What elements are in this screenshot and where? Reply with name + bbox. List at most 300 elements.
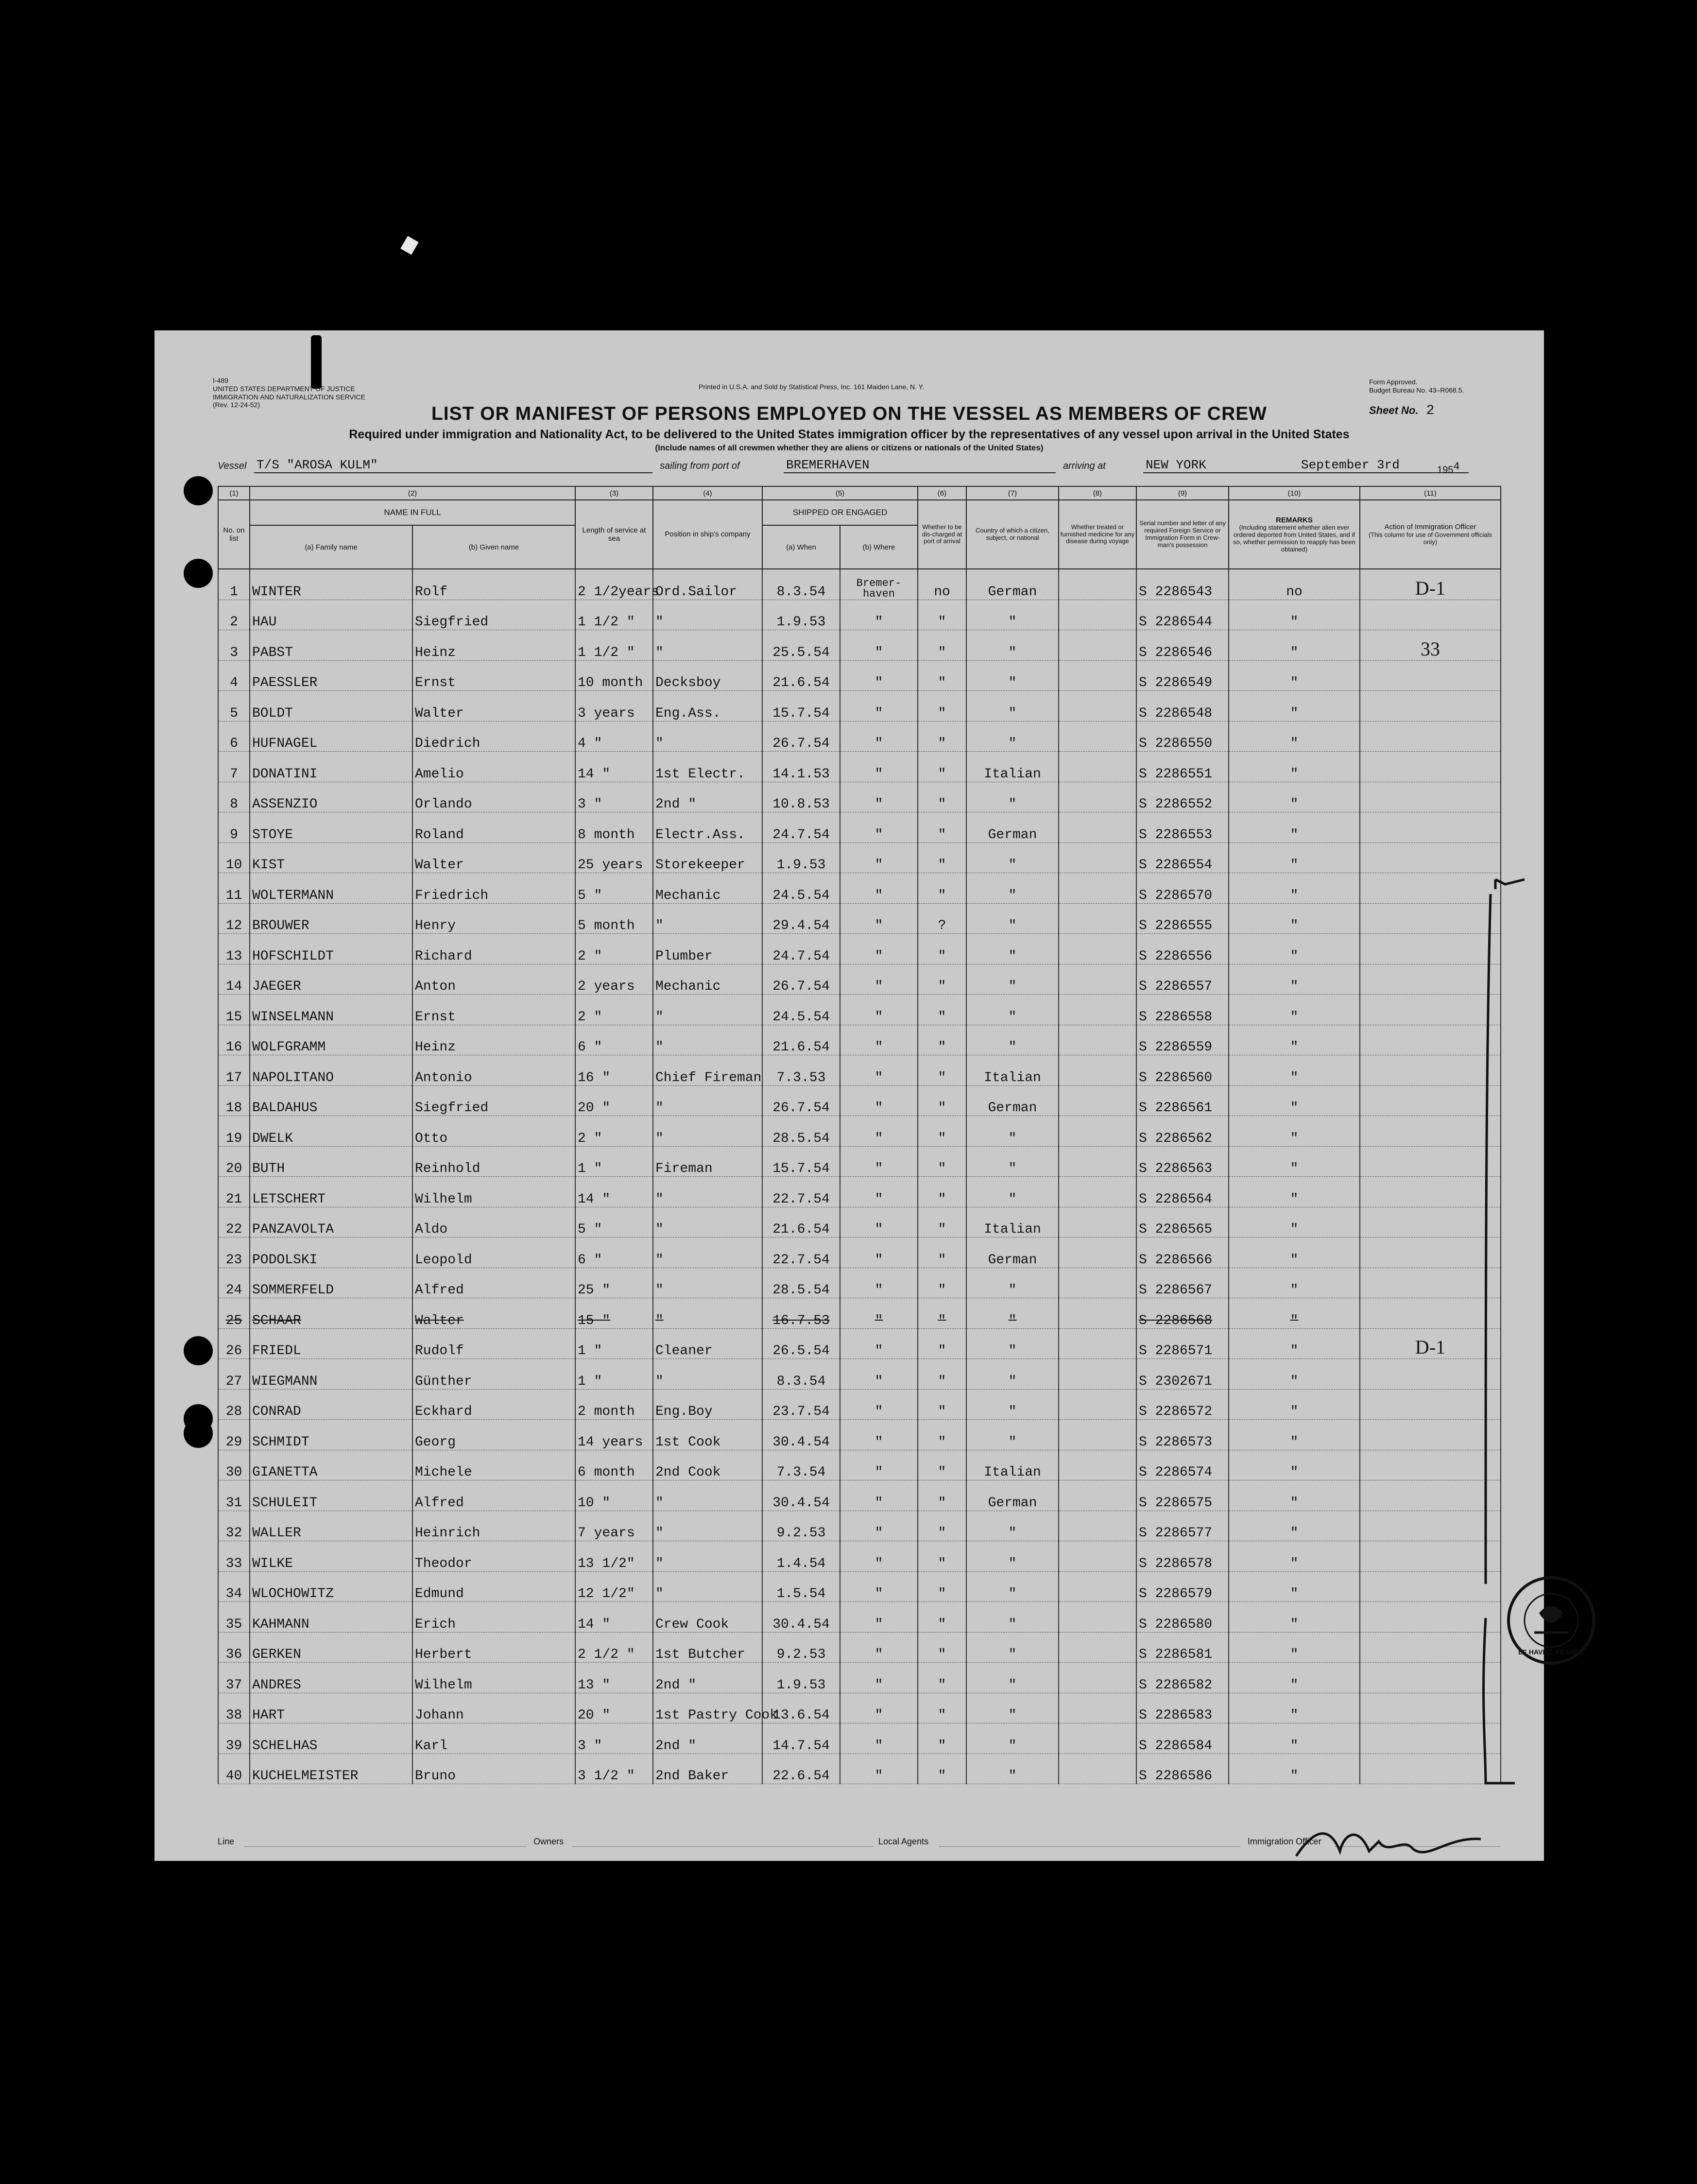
row-number: 40: [218, 1754, 250, 1784]
discharged: ": [918, 1298, 966, 1329]
row-number: 35: [218, 1602, 250, 1633]
dept-line1: UNITED STATES DEPARTMENT OF JUSTICE: [213, 384, 355, 393]
length-of-service: 14 ": [575, 1602, 653, 1633]
col-num-9: (9): [1136, 486, 1229, 500]
immigration-officer-label: Immigration Officer: [1248, 1837, 1321, 1846]
given-name: Heinz: [412, 1025, 575, 1055]
departure-port: BREMERHAVEN: [786, 458, 870, 472]
family-name: NAPOLITANO: [250, 1055, 412, 1086]
serial-number: S 2286559: [1136, 1025, 1229, 1055]
country: Italian: [966, 752, 1059, 782]
given-name: Amelio: [412, 752, 575, 782]
serial-number: S 2286561: [1136, 1085, 1229, 1116]
crew-row: [218, 1025, 1501, 1055]
given-name: Antonio: [412, 1055, 575, 1086]
row-number: 7: [218, 752, 250, 782]
row-number: 23: [218, 1238, 250, 1268]
shipped-where: ": [840, 1177, 918, 1207]
serial-number: S 2286584: [1136, 1723, 1229, 1754]
manifest-sheet: [154, 330, 1584, 1861]
length-of-service: 10 month: [575, 660, 653, 691]
medicine: [1059, 691, 1136, 722]
serial-number: S 2286570: [1136, 873, 1229, 904]
voyage-line: [154, 456, 1544, 475]
family-name: SCHMIDT: [250, 1420, 412, 1450]
family-name: CONRAD: [250, 1389, 412, 1420]
family-name: PODOLSKI: [250, 1238, 412, 1268]
shipped-when: 21.6.54: [762, 1207, 840, 1238]
position: 1st Cook: [653, 1420, 762, 1450]
serial-number: S 2286543: [1136, 569, 1229, 600]
country: ": [966, 1541, 1059, 1572]
given-name: Heinz: [412, 630, 575, 661]
remarks: ": [1229, 1389, 1360, 1420]
row-number: 11: [218, 873, 250, 904]
shipped-when: 25.5.54: [762, 630, 840, 661]
serial-number: S 2286560: [1136, 1055, 1229, 1086]
shipped-when: 26.5.54: [762, 1328, 840, 1359]
officer-action: 33: [1360, 630, 1501, 661]
remarks: ": [1229, 691, 1360, 722]
shipped-when: 29.4.54: [762, 903, 840, 934]
header-when: (a) When: [762, 525, 840, 569]
officer-action: D-1: [1360, 1328, 1501, 1359]
shipped-where: ": [840, 1693, 918, 1723]
discharged: ": [918, 1754, 966, 1784]
length-of-service: 2 month: [575, 1389, 653, 1420]
page-title: LIST OR MANIFEST OF PERSONS EMPLOYED ON THE VESSEL AS MEMBERS OF CREW: [431, 403, 1268, 424]
country: ": [966, 1328, 1059, 1359]
country: ": [966, 995, 1059, 1025]
discharged: ": [918, 752, 966, 782]
family-name: JAEGER: [250, 964, 412, 995]
crew-row: [218, 873, 1501, 904]
discharged: ": [918, 1268, 966, 1298]
remarks: ": [1229, 1298, 1360, 1329]
family-name: SOMMERFELD: [250, 1268, 412, 1298]
country: German: [966, 812, 1059, 843]
shipped-when: 24.5.54: [762, 873, 840, 904]
shipped-where: ": [840, 1632, 918, 1663]
serial-number: S 2286567: [1136, 1268, 1229, 1298]
crew-row: [218, 1632, 1501, 1663]
crew-row: [218, 691, 1501, 722]
serial-number: S 2286562: [1136, 1116, 1229, 1147]
serial-number: S 2286572: [1136, 1389, 1229, 1420]
country: ": [966, 691, 1059, 722]
discharged: ": [918, 1207, 966, 1238]
medicine: [1059, 1420, 1136, 1450]
shipped-where: ": [840, 752, 918, 782]
line-label: Line: [218, 1837, 235, 1846]
discharged: ": [918, 1389, 966, 1420]
row-number: 30: [218, 1450, 250, 1480]
discharged: ": [918, 1541, 966, 1572]
given-name: Edmund: [412, 1571, 575, 1602]
crew-row: [218, 1328, 1501, 1359]
given-name: Günther: [412, 1359, 575, 1390]
discharged: ": [918, 1693, 966, 1723]
given-name: Ernst: [412, 995, 575, 1025]
remarks: ": [1229, 1693, 1360, 1723]
shipped-where: ": [840, 1723, 918, 1754]
position: ": [653, 1541, 762, 1572]
discharged: ": [918, 964, 966, 995]
underline: [1299, 472, 1469, 473]
remarks: ": [1229, 1723, 1360, 1754]
medicine: [1059, 1298, 1136, 1329]
remarks: ": [1229, 752, 1360, 782]
serial-number: S 2286586: [1136, 1754, 1229, 1784]
serial-number: S 2286568: [1136, 1298, 1229, 1329]
discharged: ?: [918, 903, 966, 934]
country: German: [966, 1238, 1059, 1268]
serial-number: S 2286552: [1136, 782, 1229, 812]
shipped-when: 21.6.54: [762, 660, 840, 691]
medicine: [1059, 630, 1136, 661]
officer-action: [1360, 721, 1501, 752]
shipped-where: ": [840, 1450, 918, 1480]
country: Italian: [966, 1450, 1059, 1480]
given-name: Alfred: [412, 1480, 575, 1511]
discharged: ": [918, 630, 966, 661]
header-shipped-or-engaged: SHIPPED OR ENGAGED: [762, 500, 918, 525]
position: 2nd Cook: [653, 1450, 762, 1480]
serial-number: S 2286553: [1136, 812, 1229, 843]
crew-row: [218, 843, 1501, 873]
serial-number: S 2286573: [1136, 1420, 1229, 1450]
serial-number: S 2286579: [1136, 1571, 1229, 1602]
family-name: WOLFGRAMM: [250, 1025, 412, 1055]
medicine: [1059, 1450, 1136, 1480]
country: ": [966, 1754, 1059, 1784]
sheet-number: [1369, 403, 1434, 418]
country: German: [966, 569, 1059, 600]
shipped-where: ": [840, 660, 918, 691]
position: ": [653, 1298, 762, 1329]
crew-row: [218, 995, 1501, 1025]
crew-row: [218, 782, 1501, 812]
shipped-when: 30.4.54: [762, 1480, 840, 1511]
position: 1st Electr.: [653, 752, 762, 782]
row-number: 22: [218, 1207, 250, 1238]
row-number: 2: [218, 600, 250, 630]
underline: [244, 1846, 526, 1847]
remarks: ": [1229, 660, 1360, 691]
length-of-service: 25 ": [575, 1268, 653, 1298]
length-of-service: 13 1/2": [575, 1541, 653, 1572]
remarks: ": [1229, 1632, 1360, 1663]
officer-action: [1360, 843, 1501, 873]
discharged: ": [918, 1055, 966, 1086]
position: ": [653, 1177, 762, 1207]
serial-number: S 2286551: [1136, 752, 1229, 782]
medicine: [1059, 1359, 1136, 1390]
discharged: ": [918, 1450, 966, 1480]
length-of-service: 5 month: [575, 903, 653, 934]
discharged: ": [918, 1238, 966, 1268]
length-of-service: 2 1/2 ": [575, 1632, 653, 1663]
remarks: ": [1229, 782, 1360, 812]
medicine: [1059, 660, 1136, 691]
remarks: ": [1229, 1025, 1360, 1055]
given-name: Eckhard: [412, 1389, 575, 1420]
remarks: ": [1229, 843, 1360, 873]
length-of-service: 1 1/2 ": [575, 600, 653, 630]
medicine: [1059, 1116, 1136, 1147]
crew-row: [218, 1146, 1501, 1177]
given-name: Walter: [412, 1298, 575, 1329]
family-name: SCHELHAS: [250, 1723, 412, 1754]
crew-row: [218, 569, 1501, 600]
medicine: [1059, 752, 1136, 782]
medicine: [1059, 721, 1136, 752]
crew-row: [218, 1238, 1501, 1268]
medicine: [1059, 1693, 1136, 1723]
medicine: [1059, 1541, 1136, 1572]
shipped-when: 1.5.54: [762, 1571, 840, 1602]
col-num-1: (1): [218, 486, 250, 500]
serial-number: S 2286554: [1136, 843, 1229, 873]
header-length-of-service: Length of service at sea: [575, 500, 653, 569]
remarks: ": [1229, 1754, 1360, 1784]
position: ": [653, 995, 762, 1025]
crew-row: [218, 660, 1501, 691]
underline: [939, 1846, 1240, 1847]
shipped-where: ": [840, 1238, 918, 1268]
discharged: ": [918, 600, 966, 630]
family-name: PAESSLER: [250, 660, 412, 691]
length-of-service: 2 1/2years: [575, 569, 653, 600]
serial-number: S 2286580: [1136, 1602, 1229, 1633]
crew-row: [218, 1177, 1501, 1207]
country: ": [966, 1146, 1059, 1177]
remarks-note: (Including statement whether alien ever ordered deported from United States, and if so, whether permission to reapply has been obtained): [1233, 523, 1355, 553]
shipped-where: ": [840, 873, 918, 904]
serial-number: S 2286555: [1136, 903, 1229, 934]
country: ": [966, 1632, 1059, 1663]
given-name: Michele: [412, 1450, 575, 1480]
arrival-date: September 3rd: [1301, 458, 1400, 472]
position: ": [653, 903, 762, 934]
crew-manifest-table: [218, 486, 1501, 1784]
shipped-where: ": [840, 600, 918, 630]
discharged: ": [918, 1359, 966, 1390]
serial-number: S 2286556: [1136, 934, 1229, 964]
country: ": [966, 1602, 1059, 1633]
country: Italian: [966, 1055, 1059, 1086]
country: ": [966, 782, 1059, 812]
remarks: ": [1229, 1602, 1360, 1633]
shipped-where: ": [840, 1754, 918, 1784]
crew-row: [218, 812, 1501, 843]
local-agents-label: Local Agents: [878, 1837, 929, 1846]
shipped-where: ": [840, 1602, 918, 1633]
eagle-emblem: [1539, 1606, 1563, 1623]
shipped-when: 26.7.54: [762, 1085, 840, 1116]
given-name: Otto: [412, 1116, 575, 1147]
discharged: ": [918, 995, 966, 1025]
arrival-year: [1437, 461, 1460, 476]
crew-rows: [218, 569, 1501, 1784]
crew-row: [218, 1663, 1501, 1693]
col-num-4: (4): [653, 486, 762, 500]
header-where: (b) Where: [840, 525, 918, 569]
year-prefix: 195: [1437, 464, 1454, 476]
given-name: Ernst: [412, 660, 575, 691]
country: ": [966, 903, 1059, 934]
remarks: ": [1229, 964, 1360, 995]
position: Mechanic: [653, 873, 762, 904]
shipped-when: 1.9.53: [762, 843, 840, 873]
discharged: ": [918, 812, 966, 843]
header-position: Position in ship's company: [653, 500, 762, 569]
serial-number: S 2286577: [1136, 1511, 1229, 1541]
remarks: ": [1229, 1328, 1360, 1359]
shipped-where: ": [840, 1116, 918, 1147]
length-of-service: 2 ": [575, 995, 653, 1025]
position: ": [653, 1025, 762, 1055]
crew-row: [218, 1359, 1501, 1390]
length-of-service: 5 ": [575, 873, 653, 904]
family-name: PANZAVOLTA: [250, 1207, 412, 1238]
country: ": [966, 1177, 1059, 1207]
given-name: Bruno: [412, 1754, 575, 1784]
position: ": [653, 1085, 762, 1116]
discharged: ": [918, 1663, 966, 1693]
length-of-service: 10 ": [575, 1480, 653, 1511]
discharged: ": [918, 1602, 966, 1633]
shipped-where: ": [840, 1298, 918, 1329]
length-of-service: 6 month: [575, 1450, 653, 1480]
discharged: ": [918, 691, 966, 722]
length-of-service: 3 ": [575, 782, 653, 812]
discharged: ": [918, 1116, 966, 1147]
header-name-in-full: NAME IN FULL: [250, 500, 575, 525]
position: 2nd ": [653, 1663, 762, 1693]
position: 2nd ": [653, 782, 762, 812]
shipped-when: 30.4.54: [762, 1602, 840, 1633]
discharged: ": [918, 1571, 966, 1602]
shipped-when: 22.6.54: [762, 1754, 840, 1784]
shipped-where: ": [840, 903, 918, 934]
country: ": [966, 1663, 1059, 1693]
given-name: Friedrich: [412, 873, 575, 904]
medicine: [1059, 1480, 1136, 1511]
length-of-service: 14 years: [575, 1420, 653, 1450]
given-name: Anton: [412, 964, 575, 995]
row-number: 4: [218, 660, 250, 691]
remarks: ": [1229, 1116, 1360, 1147]
row-number: 15: [218, 995, 250, 1025]
discharged: ": [918, 1328, 966, 1359]
position: Mechanic: [653, 964, 762, 995]
position: ": [653, 1207, 762, 1238]
crew-row: [218, 1754, 1501, 1784]
discharged: ": [918, 1085, 966, 1116]
crew-row: [218, 1420, 1501, 1450]
col-num-5: (5): [762, 486, 918, 500]
shipped-when: 1.4.54: [762, 1541, 840, 1572]
family-name: GERKEN: [250, 1632, 412, 1663]
serial-number: S 2302671: [1136, 1359, 1229, 1390]
header-action: [1360, 500, 1501, 569]
shipped-when: 14.1.53: [762, 752, 840, 782]
shipped-when: 16.7.53: [762, 1298, 840, 1329]
approval-line2: Budget Bureau No. 43–R068.5.: [1369, 386, 1464, 394]
row-number: 1: [218, 569, 250, 600]
shipped-when: 15.7.54: [762, 691, 840, 722]
position: ": [653, 1268, 762, 1298]
country: ": [966, 1359, 1059, 1390]
shipped-when: 14.7.54: [762, 1723, 840, 1754]
serial-number: S 2286557: [1136, 964, 1229, 995]
position: Cleaner: [653, 1328, 762, 1359]
length-of-service: 8 month: [575, 812, 653, 843]
serial-number: S 2286563: [1136, 1146, 1229, 1177]
medicine: [1059, 1663, 1136, 1693]
length-of-service: 2 years: [575, 964, 653, 995]
shipped-where: ": [840, 1328, 918, 1359]
given-name: Alfred: [412, 1268, 575, 1298]
row-number: 12: [218, 903, 250, 934]
col-num-11: (11): [1360, 486, 1501, 500]
approval-block: [1369, 378, 1464, 395]
country: ": [966, 1511, 1059, 1541]
remarks: ": [1229, 600, 1360, 630]
given-name: Henry: [412, 903, 575, 934]
serial-number: S 2286575: [1136, 1480, 1229, 1511]
length-of-service: 7 years: [575, 1511, 653, 1541]
given-name: Walter: [412, 691, 575, 722]
medicine: [1059, 1268, 1136, 1298]
arriving-label: arriving at: [1063, 461, 1106, 471]
dept-line2: IMMIGRATION AND NATURALIZATION SERVICE: [213, 393, 365, 401]
row-number: 19: [218, 1116, 250, 1147]
crew-row: [218, 934, 1501, 964]
vessel-name: T/S "AROSA KULM": [257, 458, 378, 472]
serial-number: S 2286582: [1136, 1663, 1229, 1693]
serial-number: S 2286566: [1136, 1238, 1229, 1268]
remarks: ": [1229, 1480, 1360, 1511]
position: Chief Fireman: [653, 1055, 762, 1086]
country: ": [966, 600, 1059, 630]
family-name: BROUWER: [250, 903, 412, 934]
shipped-where: ": [840, 1571, 918, 1602]
row-number: 39: [218, 1723, 250, 1754]
given-name: Richard: [412, 934, 575, 964]
medicine: [1059, 1602, 1136, 1633]
given-name: Heinrich: [412, 1511, 575, 1541]
header-country: Country of which a citizen, subject, or national: [966, 500, 1059, 569]
serial-number: S 2286564: [1136, 1177, 1229, 1207]
country: German: [966, 1480, 1059, 1511]
given-name: Leopold: [412, 1238, 575, 1268]
shipped-when: 26.7.54: [762, 964, 840, 995]
medicine: [1059, 1085, 1136, 1116]
subtitle: Required under immigration and Nationality Act, to be delivered to the United States immigration officer by the representatives of any vessel upon arrival in the United States: [349, 428, 1350, 441]
row-number: 38: [218, 1693, 250, 1723]
family-name: DONATINI: [250, 752, 412, 782]
length-of-service: 1 ": [575, 1146, 653, 1177]
approval-line1: Form Approved.: [1369, 378, 1418, 386]
sheet-label: Sheet No.: [1369, 404, 1419, 416]
shipped-when: 26.7.54: [762, 721, 840, 752]
given-name: Roland: [412, 812, 575, 843]
shipped-when: 21.6.54: [762, 1025, 840, 1055]
crew-row: [218, 600, 1501, 630]
row-number: 33: [218, 1541, 250, 1572]
